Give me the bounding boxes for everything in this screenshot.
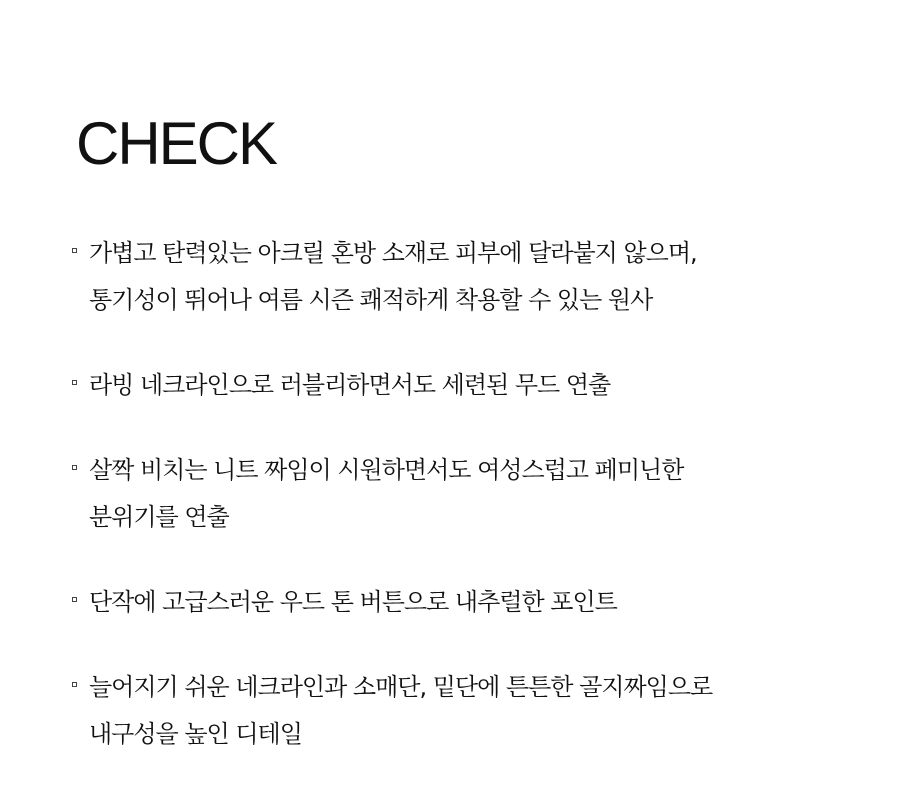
check-item-text: 내구성을 높인 디테일 [89, 720, 302, 748]
check-item [72, 579, 872, 626]
check-item [72, 362, 872, 409]
section-title: CHECK [76, 110, 277, 177]
square-bullet-icon [72, 465, 77, 470]
square-bullet-icon [72, 682, 77, 687]
check-list [72, 230, 872, 796]
check-item-text: 단작에 고급스러운 우드 톤 버튼으로 내추럴한 포인트 [89, 588, 617, 616]
check-item [72, 664, 872, 758]
check-item-text: 살짝 비치는 니트 짜임이 시원하면서도 여성스럽고 페미닌한 [89, 456, 684, 484]
check-item [72, 230, 872, 324]
square-bullet-icon [72, 597, 77, 602]
check-item [72, 447, 872, 541]
check-item-text: 늘어지기 쉬운 네크라인과 소매단, 밑단에 튼튼한 골지짜임으로 [89, 673, 713, 701]
square-bullet-icon [72, 380, 77, 385]
check-item-text: 분위기를 연출 [89, 503, 229, 531]
check-item-text: 통기성이 뛰어나 여름 시즌 쾌적하게 착용할 수 있는 원사 [89, 286, 653, 314]
check-item-text: 라빙 네크라인으로 러블리하면서도 세련된 무드 연출 [89, 371, 611, 399]
square-bullet-icon [72, 248, 77, 253]
check-item-text: 가볍고 탄력있는 아크릴 혼방 소재로 피부에 달라붙지 않으며, [89, 239, 697, 267]
